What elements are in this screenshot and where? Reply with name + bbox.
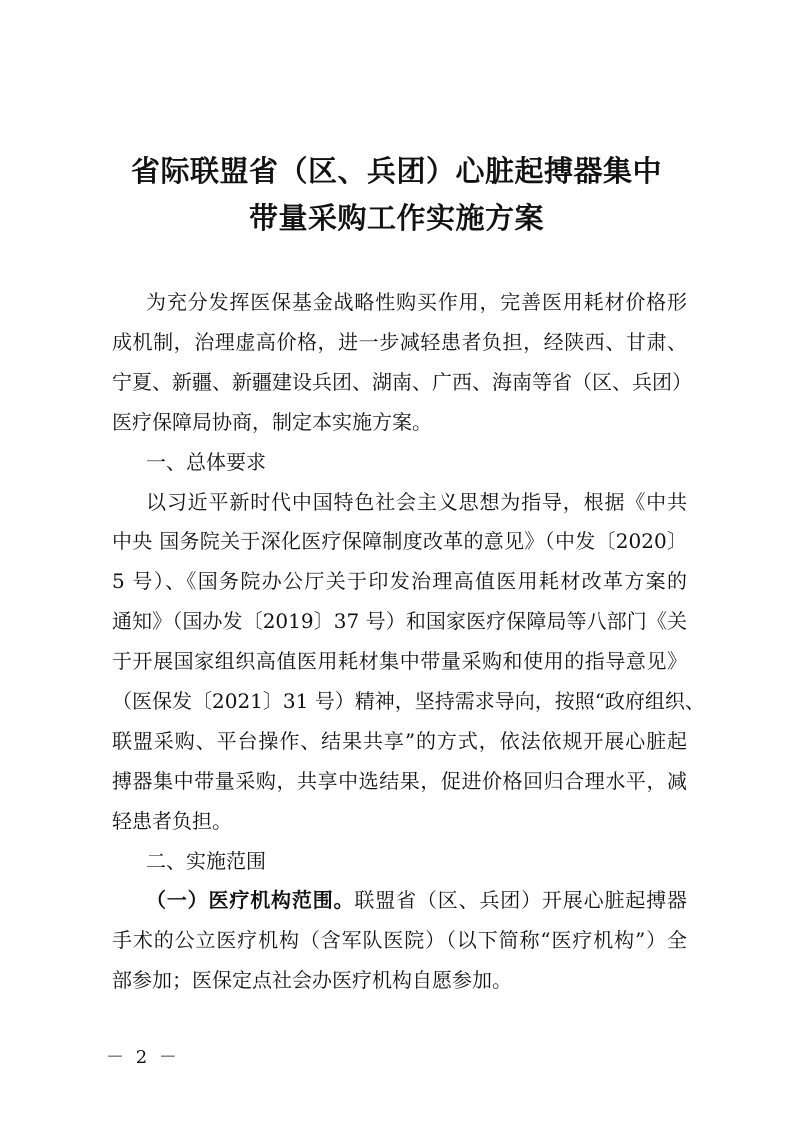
paragraph-line: 手术的公立医疗机构（含军队医院）（以下简称“医疗机构”）全 [112, 928, 687, 952]
paragraph-line: 为充分发挥医保基金战略性购买作用，完善医用耗材价格形 [146, 290, 687, 314]
subsection-1-first-line: 联盟省（区、兵团）开展心脏起搏器 [354, 888, 688, 912]
paragraph-line: （医保发〔2021〕31 号）精神，坚持需求导向，按照“政府组织、 [112, 689, 705, 713]
paragraph-line: 联盟采购、平台操作、结果共享”的方式，依法依规开展心脏起 [112, 729, 687, 753]
paragraph-line: 成机制，治理虚高价格，进一步减轻患者负担，经陕西、甘肃、 [112, 330, 687, 354]
page-number: － 2 － [106, 1047, 180, 1068]
paragraph-line: 5 号）、《国务院办公厅关于印发治理高值医用耗材改革方案的 [112, 569, 687, 593]
paragraph-line: 宁夏、新疆、新疆建设兵团、湖南、广西、海南等省（区、兵团） [112, 370, 692, 394]
title-line-2: 带量采购工作实施方案 [248, 201, 544, 235]
subsection-1-lead: （一）医疗机构范围。 [146, 888, 355, 912]
section-1-heading: 一、总体要求 [146, 450, 266, 474]
paragraph-line: 搏器集中带量采购，共享中选结果，促进价格回归合理水平，减 [112, 769, 687, 793]
paragraph-line: 部参加；医保定点社会办医疗机构自愿参加。 [112, 968, 512, 992]
paragraph-line: 轻患者负担。 [112, 809, 232, 833]
paragraph-line: 医疗保障局协商，制定本实施方案。 [112, 410, 432, 434]
paragraph-line: 以习近平新时代中国特色社会主义思想为指导，根据《中共 [146, 490, 687, 514]
paragraph-line: 中央 国务院关于深化医疗保障制度改革的意见》（中发〔2020〕 [112, 529, 687, 553]
title-line-1: 省际联盟省（区、兵团）心脏起搏器集中 [130, 154, 662, 188]
paragraph-line: 通知》（国办发〔2019〕37 号）和国家医疗保障局等八部门《关 [112, 609, 687, 633]
paragraph-line [146, 885, 687, 915]
section-2-heading: 二、实施范围 [146, 849, 266, 873]
paragraph-line: 于开展国家组织高值医用耗材集中带量采购和使用的指导意见》 [112, 649, 687, 673]
